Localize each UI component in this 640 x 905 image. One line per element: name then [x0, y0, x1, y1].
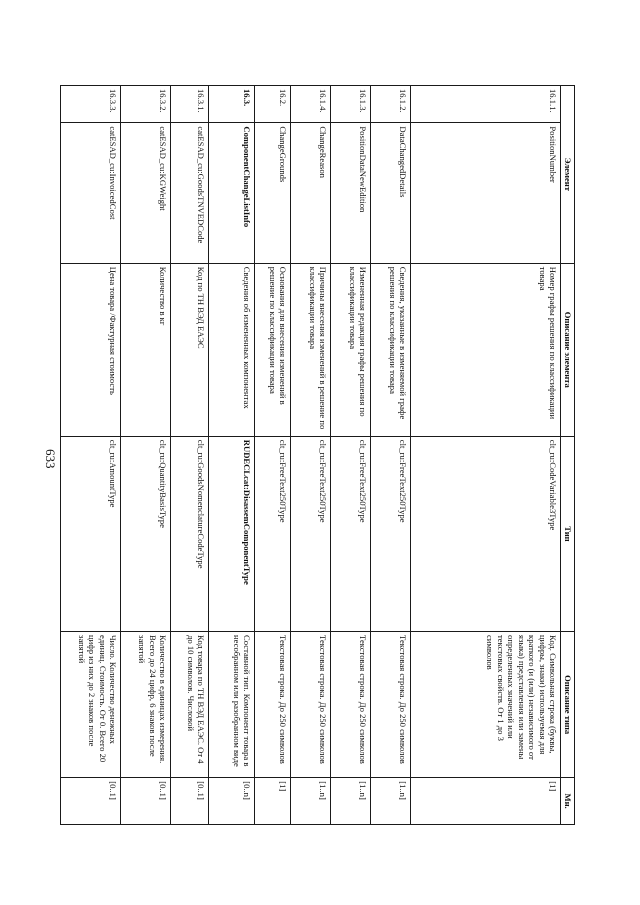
row-number: 16.1.3. [331, 86, 371, 123]
row-multiplicity: [1] [255, 778, 291, 825]
row-number: 16.3.2. [121, 86, 171, 123]
row-type-description: Составной тип. Компонент товара в несобранном или разобранном виде [209, 632, 255, 778]
table-row [209, 86, 255, 825]
header-multiplicity: Мн. [561, 778, 575, 825]
row-element-description: Цена товара /Фактурная стоимость [61, 263, 121, 436]
row-number: 16.1.1. [411, 86, 561, 123]
row-element-description: Номер графы решения по классификации товара [411, 263, 561, 436]
row-element-description: Сведения, указанные в изменяемой графе решения по классификации товара [371, 263, 411, 436]
row-element: ComponentChangeListInfo [209, 123, 255, 263]
row-number: 16.1.2. [371, 86, 411, 123]
row-type: clt_ru:FreeText250Type [291, 436, 331, 631]
row-type: RUDECLcat:DisassemComponentType [209, 436, 255, 631]
table-row [171, 86, 209, 825]
row-multiplicity: [1..n] [331, 778, 371, 825]
row-element-description: Измененная редакция графы решения по классификации товара [331, 263, 371, 436]
table-row [255, 86, 291, 825]
row-type: clt_ru:CodeVariable3Type [411, 436, 561, 631]
row-number: 16.3.1. [171, 86, 209, 123]
row-type: clt_ru:AmountType [61, 436, 121, 631]
row-element: ChangeReason [291, 123, 331, 263]
table-row [61, 86, 121, 825]
row-element: PositionDataNewEdition [331, 123, 371, 263]
table-row [291, 86, 331, 825]
row-type-description: Количество в единицах измерения. Всего до 24 цифр, 6 знаков после запятой [121, 632, 171, 778]
row-multiplicity: [1..n] [371, 778, 411, 825]
row-element-description: Основания для внесения изменений в решение по классификации товара [255, 263, 291, 436]
row-type-description: Число. Количество денежных единиц. Стоимость. От 0. Всего 20 цифр из них до 2 знаков после запятой [61, 632, 121, 778]
row-multiplicity: [0..1] [121, 778, 171, 825]
table-row [371, 86, 411, 825]
table-row [121, 86, 171, 825]
row-element-description: Причины внесения изменений в решение по классификации товара [291, 263, 331, 436]
row-type: clt_ru:FreeText250Type [371, 436, 411, 631]
row-type-description: Текстовая строка. До 250 символов [331, 632, 371, 778]
row-number: 16.3. [209, 86, 255, 123]
header-element-description: Описание элемента [561, 263, 575, 436]
row-type: clt_ru:GoodsNomenclatureCodeType [171, 436, 209, 631]
header-type-description: Описание типа [561, 632, 575, 778]
row-element-description: Сведения об измененных компонентах [209, 263, 255, 436]
table-row [331, 86, 371, 825]
row-number: 16.2. [255, 86, 291, 123]
table-header [561, 86, 575, 825]
row-type: clt_ru:FreeText250Type [255, 436, 291, 631]
row-number: 16.3.3. [61, 86, 121, 123]
row-multiplicity: [0..1] [61, 778, 121, 825]
table-row [411, 86, 561, 825]
row-element-description: Код по ТН ВЭД ЕАЭС [171, 263, 209, 436]
row-element: PositionNumber [411, 123, 561, 263]
row-element-description: Количество в кг [121, 263, 171, 436]
row-multiplicity: [0..1] [171, 778, 209, 825]
row-number: 16.1.4. [291, 86, 331, 123]
page-number: 633 [43, 449, 58, 469]
row-element: catESAD_cu:InvoicedCost [61, 123, 121, 263]
row-element: DataChangedDetails [371, 123, 411, 263]
header-element: Элемент [561, 86, 575, 264]
row-multiplicity: [1] [411, 778, 561, 825]
rotated-page [76, 85, 575, 825]
header-type: Тип [561, 436, 575, 631]
row-type: clt_ru:FreeText250Type [331, 436, 371, 631]
row-type-description: Код товара по ТН ВЭД ЕАЭС. От 4 до 10 символов. Числовой [171, 632, 209, 778]
row-type: clt_ru:QuantityBasisType [121, 436, 171, 631]
row-element: catESAD_cu:KGWeight [121, 123, 171, 263]
row-type-description: Текстовая строка. До 250 символов [371, 632, 411, 778]
row-multiplicity: [1..n] [291, 778, 331, 825]
row-type-description: Текстовая строка. До 250 символов [291, 632, 331, 778]
row-type-description: Код. Символьная строка (буквы, цифры, знаки) используемая для краткого (и (или) независимого от языка) представления или замены определенных значений или текстовых свойств. От 1 до 3 символов [411, 632, 561, 778]
row-element: catESAD_cu:GoodsTNVEDCode [171, 123, 209, 263]
spec-table [60, 85, 575, 825]
row-multiplicity: [0..n] [209, 778, 255, 825]
row-type-description: Текстовая строка. До 250 символов [255, 632, 291, 778]
row-element: ChangeGrounds [255, 123, 291, 263]
